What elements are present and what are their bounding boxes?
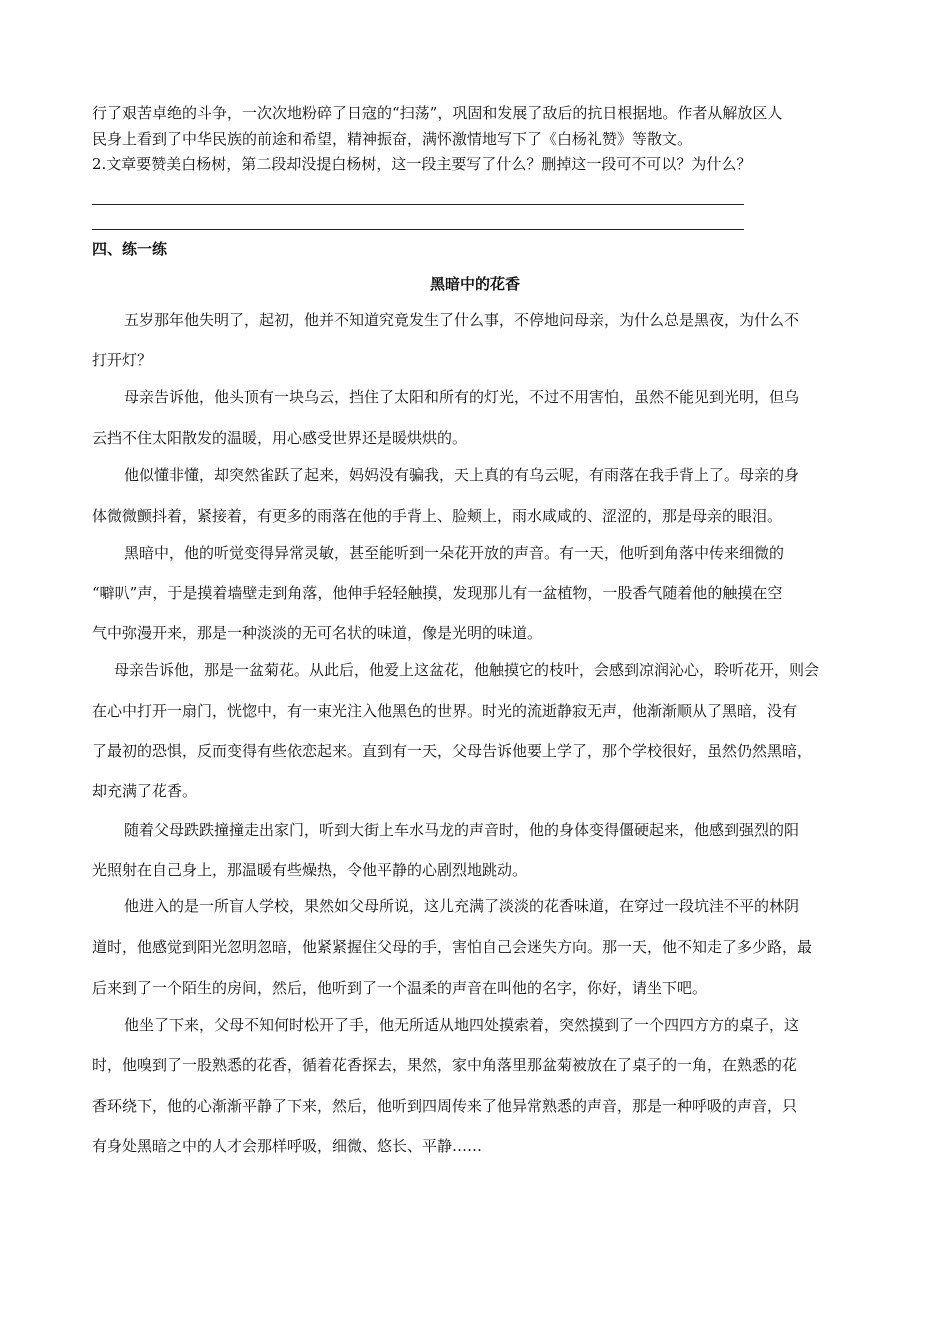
paragraph-line: 五岁那年他失明了，起初，他并不知道究竟发生了什么事，不停地问母亲，为什么总是黑夜，为什么不 xyxy=(124,311,800,329)
paragraph-line: 打开灯？ xyxy=(92,351,153,369)
paragraph-line: 云挡不住太阳散发的温暖，用心感受世界还是暖烘烘的。 xyxy=(92,429,468,447)
answer-line-1[interactable] xyxy=(92,204,744,205)
paragraph-line: 有身处黑暗之中的人才会那样呼吸，细微、悠长、平静…… xyxy=(92,1137,483,1155)
paragraph-line: 母亲告诉他，他头顶有一块乌云，挡住了太阳和所有的灯光，不过不用害怕，虽然不能见到光明，但乌 xyxy=(124,388,800,406)
paragraph-line: 了最初的恐惧，反而变得有些依恋起来。直到有一天，父母告诉他要上学了，那个学校很好，虽然仍然黑暗， xyxy=(92,742,813,760)
paragraph-line: 光照射在自己身上，那温暖有些燥热，令他平静的心剧烈地跳动。 xyxy=(92,861,528,879)
paragraph-line: 道时，他感觉到阳光忽明忽暗，他紧紧握住父母的手，害怕自己会迷失方向。那一天，他不知走了多少路，最 xyxy=(92,938,813,956)
paragraph-line: 体微微颤抖着，紧接着，有更多的雨落在他的手背上、脸颊上，雨水咸咸的、涩涩的，那是母亲的眼泪。 xyxy=(92,507,783,525)
paragraph-line: 时，他嗅到了一股熟悉的花香，循着花香探去，果然，家中角落里那盆菊被放在了桌子的一角，在熟悉的花 xyxy=(92,1056,798,1074)
paragraph-line: 气中弥漫开来，那是一种淡淡的无可名状的味道，像是光明的味道。 xyxy=(92,624,543,642)
paragraph-line: 后来到了一个陌生的房间，然后，他听到了一个温柔的声音在叫他的名字，你好，请坐下吧。 xyxy=(92,979,708,997)
question-2: 2.文章要赞美白杨树，第二段却没提白杨树，这一段主要写了什么？删掉这一段可不可以？为什么？ xyxy=(92,155,752,173)
paragraph-line: 香环绕下，他的心渐渐平静了下来，然后，他听到四周传来了他异常熟悉的声音，那是一种呼吸的声音，只 xyxy=(92,1097,798,1115)
intro-line-1: 行了艰苦卓绝的斗争，一次次地粉碎了日寇的“扫荡”，巩固和发展了敌后的抗日根据地。作者从解放区人 xyxy=(92,104,783,122)
section-heading: 四、练一练 xyxy=(92,240,168,258)
paragraph-line: 黑暗中，他的听觉变得异常灵敏，甚至能听到一朵花开放的声音。有一天，他听到角落中传来细微的 xyxy=(124,544,785,562)
paragraph-line: 在心中打开一扇门，恍惚中，有一束光注入他黑色的世界。时光的流逝静寂无声，他渐渐顺从了黑暗，没有 xyxy=(92,702,798,720)
passage-title: 黑暗中的花香 xyxy=(429,275,520,293)
intro-line-2: 民身上看到了中华民族的前途和希望，精神振奋，满怀激情地写下了《白杨礼赞》等散文。 xyxy=(92,130,693,148)
paragraph-line: 随着父母跌跌撞撞走出家门，听到大街上车水马龙的声音时，他的身体变得僵硬起来，他感到强烈的阳 xyxy=(124,821,800,839)
paragraph-line: 却充满了花香。 xyxy=(92,782,198,800)
paragraph-line: 他似懂非懂，却突然雀跃了起来，妈妈没有骗我，天上真的有乌云呢，有雨落在我手背上了。母亲的身 xyxy=(124,466,800,484)
answer-line-2[interactable] xyxy=(92,229,744,230)
paragraph-line: “噼叭”声，于是摸着墙壁走到角落，他伸手轻轻触摸，发现那儿有一盆植物，一股香气随着他的触摸在空 xyxy=(92,584,783,602)
paragraph-line: 母亲告诉他，那是一盆菊花。从此后，他爱上这盆花，他触摸它的枝叶，会感到凉润沁心，聆听花开，则会 xyxy=(114,661,820,679)
paragraph-line: 他坐了下来，父母不知何时松开了手，他无所适从地四处摸索着，突然摸到了一个四四方方的桌子，这 xyxy=(124,1016,800,1034)
paragraph-line: 他进入的是一所盲人学校，果然如父母所说，这儿充满了淡淡的花香味道，在穿过一段坑洼不平的林阴 xyxy=(124,897,800,915)
